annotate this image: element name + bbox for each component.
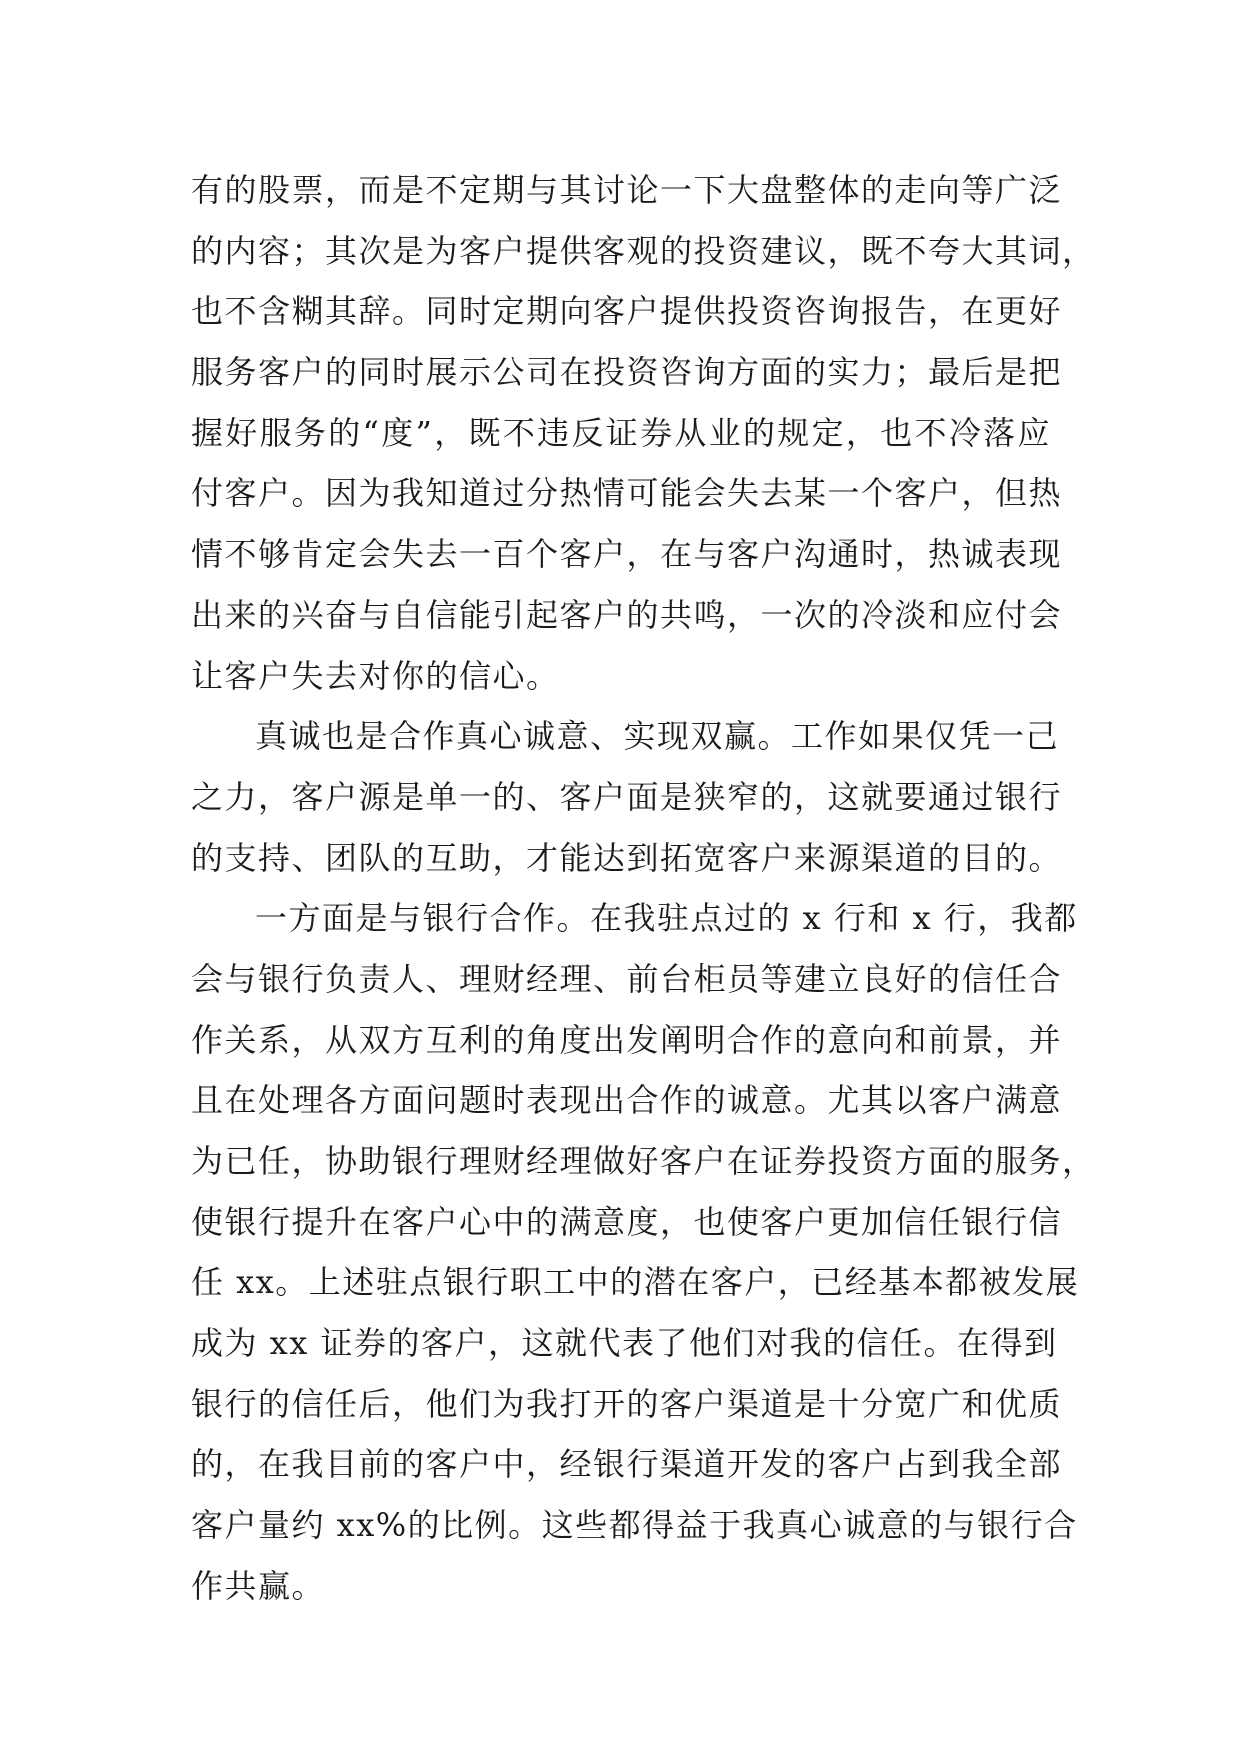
paragraph-3-line: 的，在我目前的客户中，经银行渠道开发的客户占到我全部 — [191, 1445, 1063, 1484]
paragraph-3-last-line: 作共赢。 — [191, 1566, 326, 1605]
paragraph-1-line: 付客户。因为我知道过分热情可能会失去某一个客户，但热 — [191, 474, 1063, 513]
paragraph-1-line: 握好服务的“度”，既不违反证券从业的规定，也不冷落应 — [191, 413, 1051, 452]
paragraph-1-line: 也不含糊其辞。同时定期向客户提供投资咨询报告，在更好 — [191, 292, 1063, 331]
paragraph-3-line: 客户量约 xx%的比例。这些都得益于我真心诚意的与银行合 — [191, 1506, 1078, 1545]
document-body — [191, 160, 1096, 1617]
paragraph-1-line: 的内容；其次是为客户提供客观的投资建议，既不夸大其词， — [191, 231, 1096, 270]
paragraph-3-line: 使银行提升在客户心中的满意度，也使客户更加信任银行信 — [191, 1202, 1063, 1241]
paragraph-2-first-line: 真诚也是合作真心诚意、实现双赢。工作如果仅凭一己 — [255, 717, 1060, 756]
paragraph-1-line: 出来的兴奋与自信能引起客户的共鸣，一次的冷淡和应付会 — [191, 595, 1063, 634]
paragraph-1-line: 有的股票，而是不定期与其讨论一下大盘整体的走向等广泛 — [191, 171, 1063, 209]
paragraph-3-line: 作关系，从双方互利的角度出发阐明合作的意向和前景，并 — [191, 1020, 1063, 1059]
paragraph-1-line: 情不够肯定会失去一百个客户，在与客户沟通时，热诚表现 — [191, 535, 1063, 574]
paragraph-1-last-line: 让客户失去对你的信心。 — [191, 656, 560, 695]
paragraph-3-line: 且在处理各方面问题时表现出合作的诚意。尤其以客户满意 — [191, 1081, 1063, 1120]
paragraph-2-line: 之力，客户源是单一的、客户面是狭窄的，这就要通过银行 — [191, 777, 1063, 816]
paragraph-3-line: 任 xx。上述驻点银行职工中的潜在客户，已经基本都被发展 — [191, 1263, 1080, 1302]
paragraph-3-line: 银行的信任后，他们为我打开的客户渠道是十分宽广和优质 — [191, 1384, 1063, 1423]
paragraph-3-line: 成为 xx 证券的客户，这就代表了他们对我的信任。在得到 — [191, 1324, 1058, 1363]
paragraph-3-line: 为已任，协助银行理财经理做好客户在证券投资方面的服务， — [191, 1142, 1096, 1180]
paragraph-3-line: 会与银行负责人、理财经理、前台柜员等建立良好的信任合 — [191, 959, 1063, 998]
paragraph-1-line: 服务客户的同时展示公司在投资咨询方面的实力；最后是把 — [191, 353, 1063, 392]
paragraph-2-line: 的支持、团队的互助，才能达到拓宽客户来源渠道的目的。 — [191, 838, 1063, 877]
paragraph-3-first-line: 一方面是与银行合作。在我驻点过的 x 行和 x 行，我都 — [255, 899, 1078, 938]
